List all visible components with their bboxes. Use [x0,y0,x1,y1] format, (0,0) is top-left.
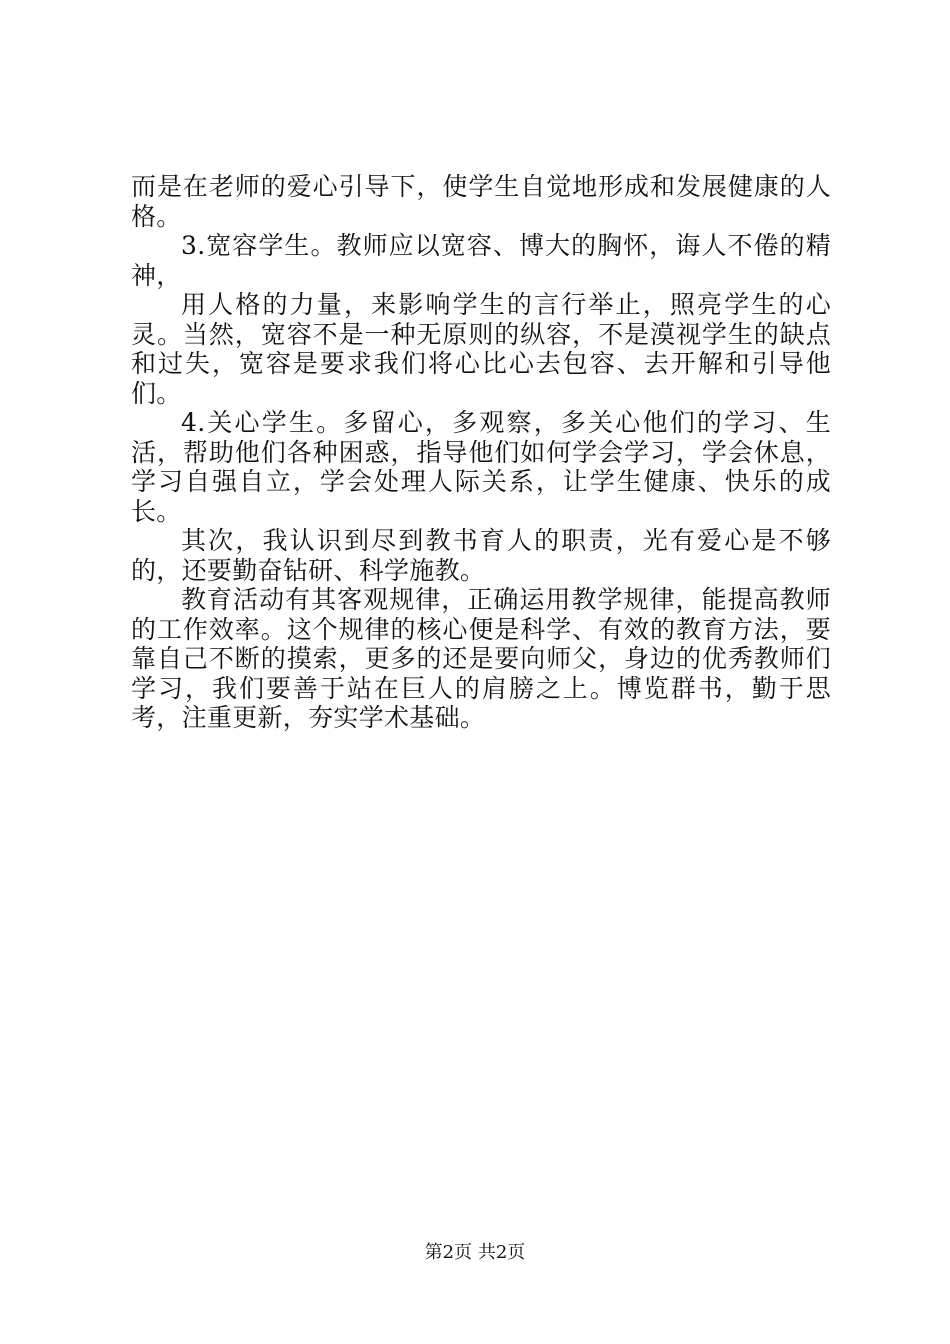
page-footer [0,1242,950,1264]
paragraph-4: 4.关心学生。多留心，多观察，多关心他们的学习、生活，帮助他们各种困惑，指导他们如何学会学习，学会休息，学习自强自立，学会处理人际关系，让学生健康、快乐的成长。 [131,408,831,526]
paragraph-5: 其次，我认识到尽到教书育人的职责，光有爱心是不够的，还要勤奋钻研、科学施教。 [131,526,831,585]
document-body [131,172,831,733]
paragraph-3: 用人格的力量，来影响学生的言行举止，照亮学生的心灵。当然，宽容不是一种无原则的纵容，不是漠视学生的缺点和过失，宽容是要求我们将心比心去包容、去开解和引导他们。 [131,290,831,408]
paragraph-2: 3.宽容学生。教师应以宽容、博大的胸怀，诲人不倦的精神， [131,231,831,290]
page-number-label: 第2页 共2页 [424,1242,526,1263]
paragraph-6: 教育活动有其客观规律，正确运用教学规律，能提高教师的工作效率。这个规律的核心便是科学、有效的教育方法，要靠自己不断的摸索，更多的还是要向师父，身边的优秀教师们学习，我们要善于站在巨人的肩膀之上。博览群书，勤于思考，注重更新，夯实学术基础。 [131,585,831,732]
paragraph-1: 而是在老师的爱心引导下，使学生自觉地形成和发展健康的人格。 [131,172,831,231]
